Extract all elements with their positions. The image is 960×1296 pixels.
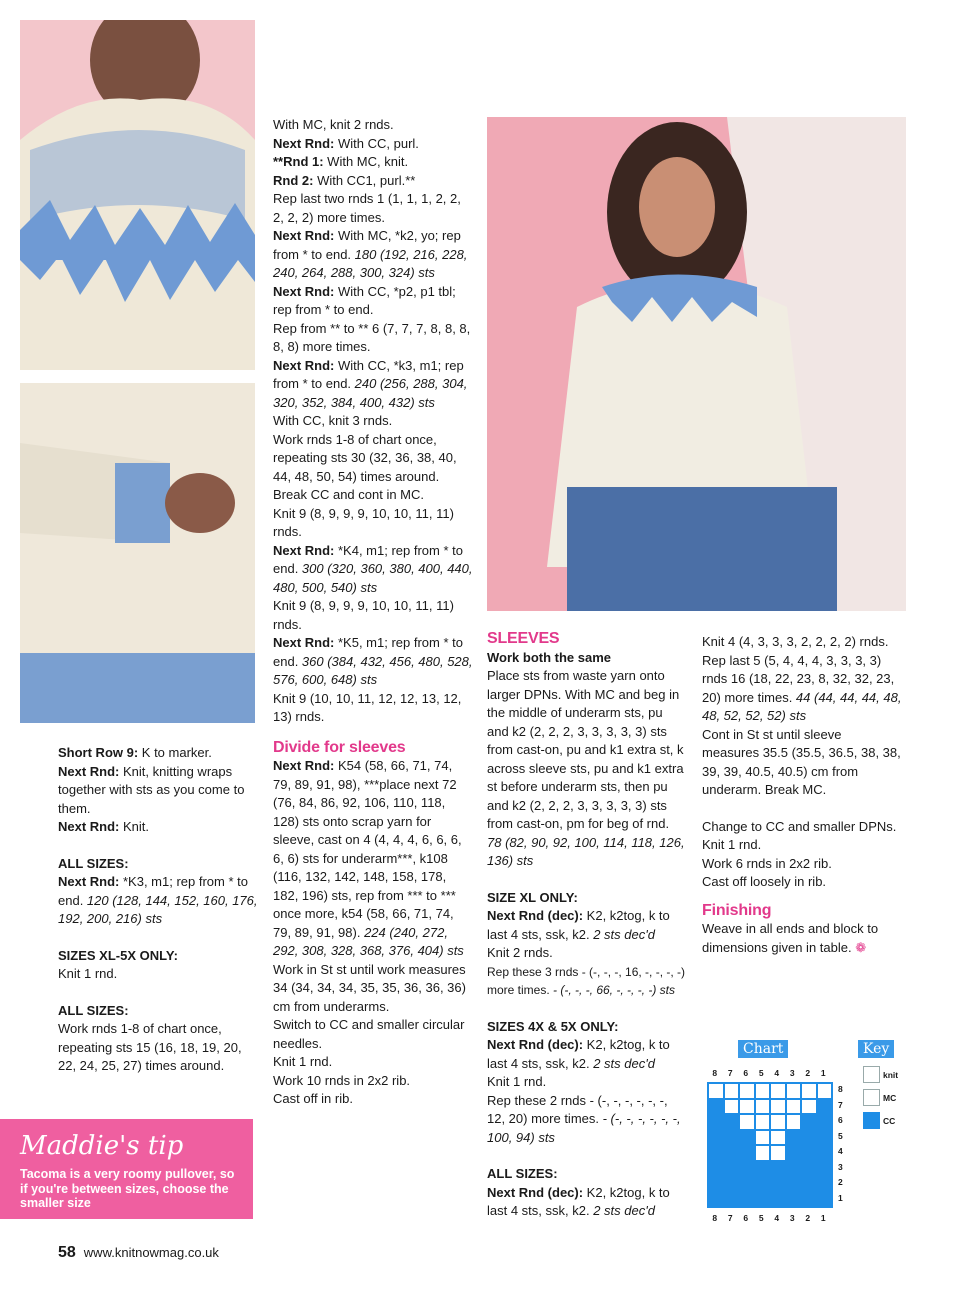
- instruction-text: With CC, purl.: [334, 135, 419, 151]
- chart-column-numbers-top: [707, 1068, 831, 1078]
- instruction-text: Knit 9 (8, 9, 9, 9, 10, 10, 11, 11) rnds.: [273, 598, 454, 632]
- instruction-text: K2, k2tog, k to last 4 sts, ssk, k2.: [487, 908, 670, 942]
- chart-cell: [708, 1161, 724, 1177]
- maddies-tip-box: [0, 1119, 253, 1219]
- page-number: 58: [58, 1244, 76, 1261]
- chart-cell: [817, 1114, 833, 1130]
- instruction-text: Knit 1 rnd.: [273, 1054, 333, 1069]
- instruction-text: Knit 1 rnd.: [702, 837, 762, 852]
- instruction-text: Work 10 rnds in 2x2 rib.: [273, 1072, 411, 1088]
- instruction-label: Next Rnd:: [273, 542, 335, 558]
- model-photo: [487, 117, 906, 611]
- instruction-label: Next Rnd:: [58, 819, 120, 834]
- key-swatch: [863, 1089, 880, 1106]
- instruction-text: With MC, *k2, yo; rep from * to end.: [273, 228, 461, 262]
- chart-column-number: 5: [758, 1213, 764, 1223]
- chart-column-number: 6: [743, 1068, 749, 1078]
- instruction-label: Next Rnd (dec):: [487, 1184, 584, 1200]
- chart-cell: [817, 1130, 833, 1146]
- chart-column-number: 7: [727, 1068, 733, 1078]
- chart-cell: [739, 1161, 755, 1177]
- stitch-count: 300 (320, 360, 380, 400, 440, 480, 500, 540) sts: [273, 561, 473, 595]
- instruction-text: With CC, *k3, m1; rep from * to end.: [273, 357, 464, 391]
- instruction-label: Next Rnd (dec):: [487, 1037, 584, 1052]
- chart-cell: [708, 1130, 724, 1146]
- chart-cell: [770, 1145, 786, 1161]
- chart-column-number: 1: [820, 1213, 826, 1223]
- stitch-count: 2 sts dec'd: [593, 926, 655, 942]
- instruction-label: Next Rnd:: [273, 283, 335, 299]
- chart-cell: [739, 1176, 755, 1192]
- chart-cell: [817, 1083, 833, 1099]
- chart-cell: [770, 1192, 786, 1208]
- instruction-text: With CC1, purl.**: [313, 172, 416, 188]
- stitch-count: 2 sts dec'd: [593, 1203, 655, 1218]
- chart-cell: [708, 1145, 724, 1161]
- instruction-text: With CC, *p2, p1 tbl; rep from * to end.: [273, 283, 456, 317]
- stitch-count: 2 sts dec'd: [593, 1055, 655, 1071]
- instruction-label: Next Rnd:: [273, 228, 335, 243]
- chart-row-number: 1: [838, 1192, 843, 1203]
- chart-cell: [739, 1130, 755, 1146]
- chart-cell: [786, 1145, 802, 1161]
- chart-cell: [786, 1176, 802, 1192]
- instruction-text: Knit 9 (10, 10, 11, 12, 12, 13, 12, 13) rnds.: [273, 690, 462, 724]
- instruction-text: Cont in St st until sleeve measures 35.5 (35.5, 36.5, 38, 38, 39, 39, 40.5, 40.5) cm from underarm. Break MC.: [702, 726, 901, 797]
- column-1: [58, 744, 258, 1076]
- chart-column-number: 4: [774, 1068, 780, 1078]
- chart-cell: [739, 1083, 755, 1099]
- chart-cell: [755, 1114, 771, 1130]
- chart-cell: [786, 1114, 802, 1130]
- chart-column-number: 4: [774, 1213, 780, 1223]
- key-label: knit: [883, 1069, 899, 1080]
- chart-column-number: 7: [727, 1213, 733, 1223]
- chart-column-number: 1: [820, 1068, 826, 1078]
- instruction-label: Next Rnd:: [273, 635, 335, 650]
- instruction-text: Knit 9 (8, 9, 9, 9, 10, 10, 11, 11) rnds.: [273, 505, 454, 539]
- instruction-text: Knit 4 (4, 3, 3, 3, 2, 2, 2, 2) rnds.: [702, 634, 889, 649]
- chart-cell: [724, 1114, 740, 1130]
- instruction-label: Next Rnd (dec):: [487, 908, 584, 923]
- chart-cell: [817, 1176, 833, 1192]
- instruction-label: Next Rnd:: [58, 763, 120, 779]
- chart-cell: [739, 1145, 755, 1161]
- instruction-text: *K3, m1; rep from * to end.: [58, 874, 248, 908]
- column-4: [702, 633, 902, 957]
- chart-cell: [801, 1145, 817, 1161]
- chart-cell: [755, 1083, 771, 1099]
- section-label: SIZES XL-5X ONLY:: [58, 947, 178, 963]
- chart-cell: [708, 1099, 724, 1115]
- section-label: Work both the same: [487, 649, 612, 665]
- instruction-label: Next Rnd:: [273, 135, 335, 151]
- instruction-label: **Rnd 1:: [273, 154, 324, 169]
- chart-column-number: 2: [805, 1213, 811, 1223]
- instruction-text: K to marker.: [138, 745, 212, 760]
- instruction-text: Work rnds 1-8 of chart once, repeating sts 15 (16, 18, 19, 20, 22, 24, 25, 27) times around.: [58, 1021, 242, 1073]
- instruction-label: Next Rnd:: [273, 758, 335, 773]
- instruction-text: With CC, knit 3 rnds.: [273, 413, 393, 428]
- chart-cell: [755, 1161, 771, 1177]
- instruction-text: K2, k2tog, k to last 4 sts, ssk, k2.: [487, 1037, 670, 1071]
- chart-cell: [817, 1145, 833, 1161]
- chart-cell: [770, 1176, 786, 1192]
- chart-cell: [817, 1192, 833, 1208]
- chart-title: Chart: [738, 1040, 788, 1058]
- instruction-text: Work rnds 1-8 of chart once, repeating sts 30 (32, 36, 38, 40, 44, 48, 50, 54) times around.: [273, 431, 457, 484]
- instruction-text: Knit 1 rnd.: [487, 1074, 547, 1089]
- instruction-text: Knit.: [119, 819, 150, 834]
- instruction-text: *K5, m1; rep from * to end.: [273, 635, 463, 669]
- instruction-text: Rep these 2 rnds - (-, -, -, -, -, -, 12, 20) more times.: [487, 1092, 668, 1126]
- stitch-count: 240 (256, 288, 304, 320, 352, 384, 400, 432) sts: [273, 376, 468, 410]
- stitch-count: 224 (240, 272, 292, 308, 328, 368, 376, 404) sts: [273, 924, 464, 958]
- chart-cell: [786, 1161, 802, 1177]
- key-label: CC: [883, 1115, 896, 1126]
- yoke-closeup-photo: [20, 20, 255, 370]
- chart-row-number: 2: [838, 1177, 843, 1187]
- instruction-text: Break CC and cont in MC.: [273, 487, 425, 502]
- chart-cell: [755, 1176, 771, 1192]
- chart-row-number: 3: [838, 1161, 843, 1172]
- chart-column-number: 6: [743, 1213, 749, 1223]
- chart-cell: [708, 1114, 724, 1130]
- chart-cell: [770, 1099, 786, 1115]
- chart-cell: [817, 1099, 833, 1115]
- chart-row-number: 7: [838, 1099, 843, 1110]
- chart-row-number: 4: [838, 1146, 843, 1156]
- chart-cell: [770, 1161, 786, 1177]
- instruction-text: Place sts from waste yarn onto larger DPNs. With MC and beg in the middle of underarm sts, pu and k2 (2, 2, 2, 3, 3, 3, 3, 3) sts from cast-on, pu and k1 extra st, k across sleeve sts, pu and k1 extra st before underarm sts, then pu and k2 (2, 2, 2, 3, 3, 3, 3, 3) sts from cast-on, pm for beg of rnd.: [487, 668, 684, 831]
- section-label: ALL SIZES:: [487, 1166, 558, 1181]
- instruction-text: Work in St st until work measures 34 (34, 34, 34, 35, 35, 36, 36, 36) cm from underarms.: [273, 961, 466, 1014]
- instruction-text: Knit, knitting wraps together with sts as you come to them.: [58, 763, 245, 816]
- chart-cell: [724, 1176, 740, 1192]
- chart-cell: [724, 1130, 740, 1146]
- chart-cell: [801, 1130, 817, 1146]
- instruction-text: K54 (58, 66, 71, 74, 79, 89, 91, 98), ***place next 72 (76, 84, 86, 92, 106, 110, 118, 128) sts onto scrap yarn for sleeve, cast on 4 (4, 4, 4, 6, 6, 6, 6, 6) sts for underarm***, k108 (116, 132, 142, 148, 158, 178, 182, 196) sts, rep from *** to *** once more, k54 (58, 66, 71, 74, 79, 89, 91, 98).: [273, 758, 462, 940]
- tip-title: Maddie's tip: [20, 1131, 184, 1161]
- finishing-heading: Finishing: [702, 901, 772, 919]
- chart-cell: [724, 1099, 740, 1115]
- chart-cell: [708, 1083, 724, 1099]
- chart-cell: [801, 1176, 817, 1192]
- chart-cell: [817, 1161, 833, 1177]
- chart-column-number: 8: [712, 1213, 718, 1223]
- chart-cell: [739, 1114, 755, 1130]
- tip-body: Tacoma is a very roomy pullover, so if you're between sizes, choose the smaller size: [20, 1167, 235, 1210]
- instruction-text: *K4, m1; rep from * to end.: [273, 542, 463, 576]
- stitch-count: 44 (44, 44, 44, 48, 48, 52, 52, 52) sts: [702, 689, 902, 723]
- instruction-text: With MC, knit 2 rnds.: [273, 117, 394, 132]
- instruction-text: Cast off loosely in rib.: [702, 874, 827, 889]
- chart-cell: [801, 1192, 817, 1208]
- chart-cell: [786, 1130, 802, 1146]
- key-item-mc: [863, 1089, 896, 1106]
- section-label: ALL SIZES:: [58, 855, 129, 871]
- instruction-text: Work 6 rnds in 2x2 rib.: [702, 855, 832, 871]
- chart-cell: [724, 1192, 740, 1208]
- stitch-count: - (-, -, -, 66, -, -, -, -) sts: [553, 983, 676, 997]
- chart-column-number: 2: [805, 1068, 811, 1078]
- chart-cell: [786, 1099, 802, 1115]
- website-url: www.knitnowmag.co.uk: [83, 1245, 219, 1260]
- chart-cell: [801, 1161, 817, 1177]
- stitch-count: 180 (192, 216, 228, 240, 264, 288, 300, 324) sts: [273, 246, 468, 280]
- sleeves-heading: SLEEVES: [487, 630, 560, 647]
- column-2: [273, 116, 473, 1109]
- instruction-text: Change to CC and smaller DPNs.: [702, 818, 897, 834]
- instruction-text: Weave in all ends and block to dimensions given in table.: [702, 921, 879, 955]
- instruction-label: Next Rnd:: [58, 874, 120, 889]
- instruction-label: Short Row 9:: [58, 745, 139, 760]
- key-item-cc: [863, 1112, 895, 1129]
- chart-cell: [786, 1192, 802, 1208]
- chart-cell: [755, 1192, 771, 1208]
- chart-row-number: 5: [838, 1130, 843, 1141]
- instruction-text: Rep last 5 (5, 4, 4, 4, 3, 3, 3, 3) rnds 16 (18, 22, 23, 8, 32, 32, 23, 20) more times.: [702, 652, 895, 705]
- section-label: SIZE XL ONLY:: [487, 889, 578, 905]
- chart-cell: [770, 1130, 786, 1146]
- chart-cell: [770, 1083, 786, 1099]
- instruction-text: Rep these 3 rnds - (-, -, -, 16, -, -, -, -) more times.: [487, 964, 686, 997]
- stitch-count: 360 (384, 432, 456, 480, 528, 576, 600, 648) sts: [273, 653, 473, 687]
- chart-cell: [708, 1192, 724, 1208]
- chart-cell: [801, 1083, 817, 1099]
- chart-cell: [755, 1099, 771, 1115]
- instruction-text: Rep last two rnds 1 (1, 1, 1, 2, 2, 2, 2, 2) more times.: [273, 191, 461, 225]
- column-3: [487, 630, 687, 1221]
- chart-cell: [724, 1145, 740, 1161]
- section-label: ALL SIZES:: [58, 1002, 129, 1018]
- cuff-closeup-photo: [20, 383, 255, 723]
- chart-column-numbers-bottom: [707, 1213, 831, 1223]
- instruction-text: With MC, knit.: [323, 154, 409, 169]
- colourwork-chart: [707, 1082, 833, 1208]
- instruction-text: Cast off in rib.: [273, 1091, 353, 1106]
- chart-cell: [755, 1130, 771, 1146]
- key-swatch: [863, 1112, 880, 1129]
- chart-cell: [724, 1083, 740, 1099]
- chart-cell: [739, 1099, 755, 1115]
- chart-column-number: 3: [789, 1213, 795, 1223]
- instruction-text: Rep from ** to ** 6 (7, 7, 7, 8, 8, 8, 8, 8) more times.: [273, 320, 471, 354]
- chart-cell: [801, 1099, 817, 1115]
- stitch-count: 120 (128, 144, 152, 160, 176, 192, 200, 216) sts: [58, 892, 258, 926]
- chart-row-number: 6: [838, 1115, 843, 1125]
- key-title: Key: [858, 1040, 894, 1058]
- instruction-text: Knit 1 rnd.: [58, 966, 118, 981]
- end-mark-icon: ❁: [855, 939, 867, 955]
- divide-sleeves-heading: Divide for sleeves: [273, 738, 406, 756]
- page-footer: [58, 1244, 219, 1262]
- chart-cell: [739, 1192, 755, 1208]
- stitch-count: 78 (82, 90, 92, 100, 114, 118, 126, 136) sts: [487, 834, 685, 868]
- key-swatch: [863, 1066, 880, 1083]
- chart-row-numbers: [838, 1082, 843, 1206]
- chart-row-number: 8: [838, 1084, 843, 1094]
- stitch-count: - (-, -, -, -, -, -, 100, 94) sts: [487, 1111, 681, 1145]
- key-label: MC: [883, 1092, 897, 1103]
- chart-cell: [770, 1114, 786, 1130]
- chart-cell: [801, 1114, 817, 1130]
- chart-cell: [724, 1161, 740, 1177]
- chart-column-number: 3: [789, 1068, 795, 1078]
- instruction-label: Rnd 2:: [273, 172, 314, 188]
- instruction-text: Switch to CC and smaller circular needles.: [273, 1017, 465, 1051]
- instruction-text: K2, k2tog, k to last 4 sts, ssk, k2.: [487, 1184, 670, 1218]
- chart-column-number: 8: [712, 1068, 718, 1078]
- instruction-text: Knit 2 rnds.: [487, 945, 553, 960]
- section-label: SIZES 4X & 5X ONLY:: [487, 1018, 619, 1034]
- instruction-label: Next Rnd:: [273, 357, 335, 373]
- chart-cell: [786, 1083, 802, 1099]
- chart-cell: [755, 1145, 771, 1161]
- chart-cell: [708, 1176, 724, 1192]
- chart-column-number: 5: [758, 1068, 764, 1078]
- key-item-knit: [863, 1066, 898, 1083]
